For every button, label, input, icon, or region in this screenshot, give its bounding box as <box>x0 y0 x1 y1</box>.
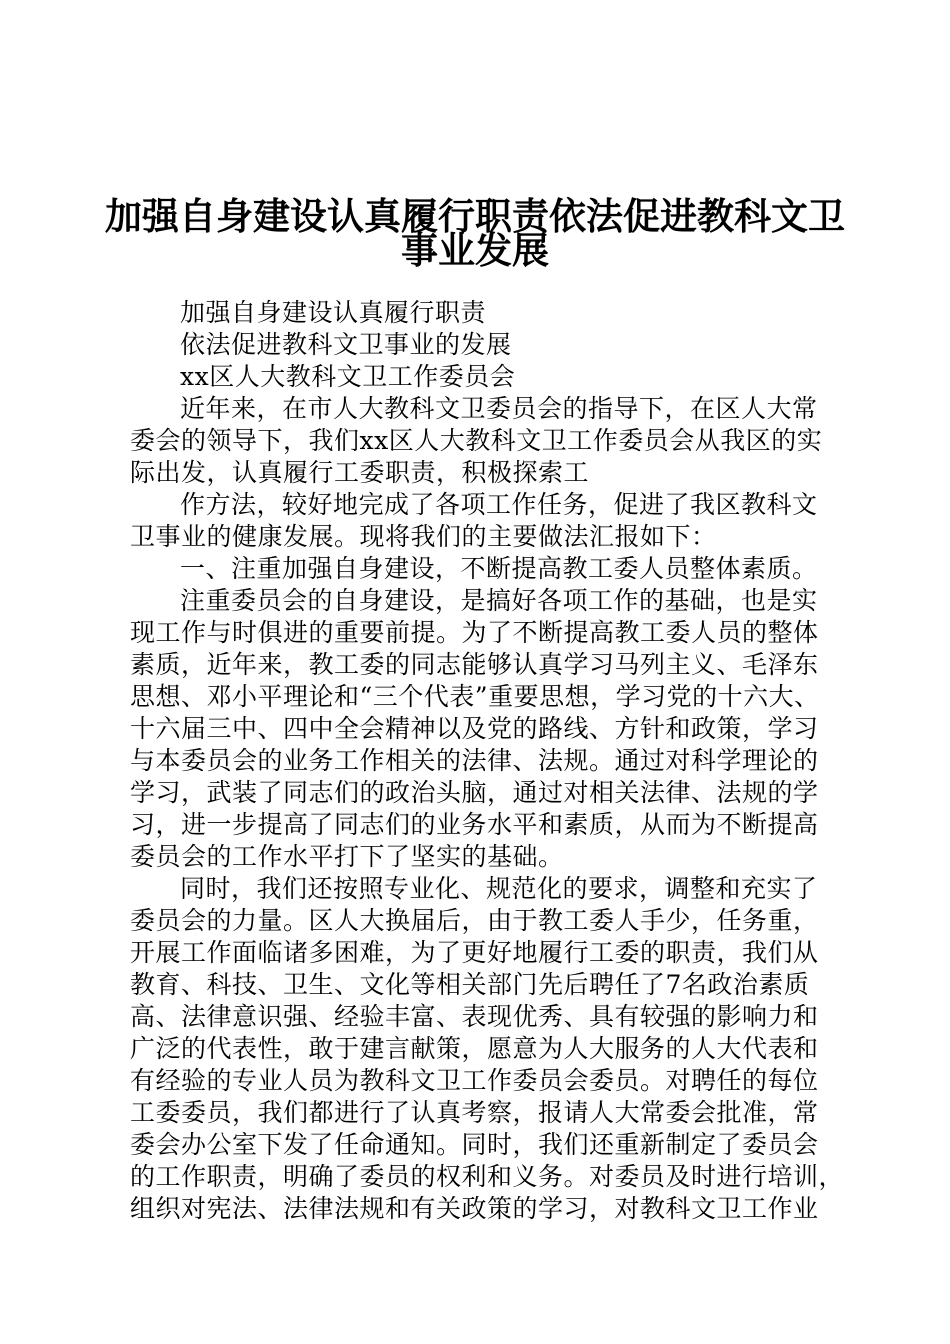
body-text-line: 近年来，在市人大教科文卫委员会的指导下，在区人大常 <box>180 394 818 423</box>
body-text-line: 思想、邓小平理论和“三个代表”重要思想，学习党的十六大、 <box>130 682 820 711</box>
body-text-line: 作方法，较好地完成了各项工作任务，促进了我区教科文 <box>180 490 818 519</box>
body-text-line: 学习，武装了同志们的政治头脑，通过对相关法律、法规的学 <box>130 778 819 807</box>
body-text-line: 注重委员会的自身建设，是搞好各项工作的基础，也是实 <box>180 586 818 615</box>
document-title-line-2: 事业发展 <box>401 229 549 272</box>
author-line: xx区人大教科文卫工作委员会 <box>180 362 516 391</box>
body-text-line: 有经验的专业人员为教科文卫工作委员会委员。对聘任的每位 <box>130 1066 819 1095</box>
body-text-line: 与本委员会的业务工作相关的法律、法规。通过对科学理论的 <box>130 746 819 775</box>
body-text-line: 卫事业的健康发展。现将我们的主要做法汇报如下： <box>130 522 717 551</box>
body-text-line: 现工作与时俱进的重要前提。为了不断提高教工委人员的整体 <box>130 618 819 647</box>
body-text-line: 组织对宪法、法律法规和有关政策的学习，对教科文卫工作业 <box>130 1194 819 1223</box>
body-text-line: 工委委员，我们都进行了认真考察，报请人大常委会批准，常 <box>130 1098 819 1127</box>
body-text-line: 十六届三中、四中全会精神以及党的路线、方针和政策，学习 <box>130 714 819 743</box>
body-text-line: 委会的领导下，我们xx区人大教科文卫工作委员会从我区的实 <box>130 426 823 455</box>
body-text-line: 同时，我们还按照专业化、规范化的要求，调整和充实了 <box>180 874 818 903</box>
body-text-line: 素质，近年来，教工委的同志能够认真学习马列主义、毛泽东 <box>130 650 819 679</box>
body-text-line: 广泛的代表性，敢于建言献策，愿意为人大服务的人大代表和 <box>130 1034 819 1063</box>
body-text-line: 高、法律意识强、经验丰富、表现优秀、具有较强的影响力和 <box>130 1002 819 1031</box>
document-title-line-1: 加强自身建设认真履行职责依法促进教科文卫 <box>105 195 845 238</box>
subtitle-line: 加强自身建设认真履行职责 <box>180 298 487 327</box>
subtitle-line: 依法促进教科文卫事业的发展 <box>180 330 512 359</box>
section-heading: 一、注重加强自身建设，不断提高教工委人员整体素质。 <box>180 554 818 583</box>
body-text-line: 开展工作面临诸多困难，为了更好地履行工委的职责，我们从 <box>130 938 819 967</box>
body-text-line: 委员会的工作水平打下了坚实的基础。 <box>130 842 564 871</box>
body-text-line: 际出发，认真履行工委职责，积极探索工 <box>130 458 590 487</box>
body-text-line: 习，进一步提高了同志们的业务水平和素质，从而为不断提高 <box>130 810 819 839</box>
body-text-line: 委会办公室下发了任命通知。同时，我们还重新制定了委员会 <box>130 1130 819 1159</box>
body-text-line: 的工作职责，明确了委员的权利和义务。对委员及时进行培训， <box>130 1162 845 1191</box>
body-text-line: 委员会的力量。区人大换届后，由于教工委人手少，任务重， <box>130 906 819 935</box>
body-text-line: 教育、科技、卫生、文化等相关部门先后聘任了7名政治素质 <box>130 970 810 999</box>
